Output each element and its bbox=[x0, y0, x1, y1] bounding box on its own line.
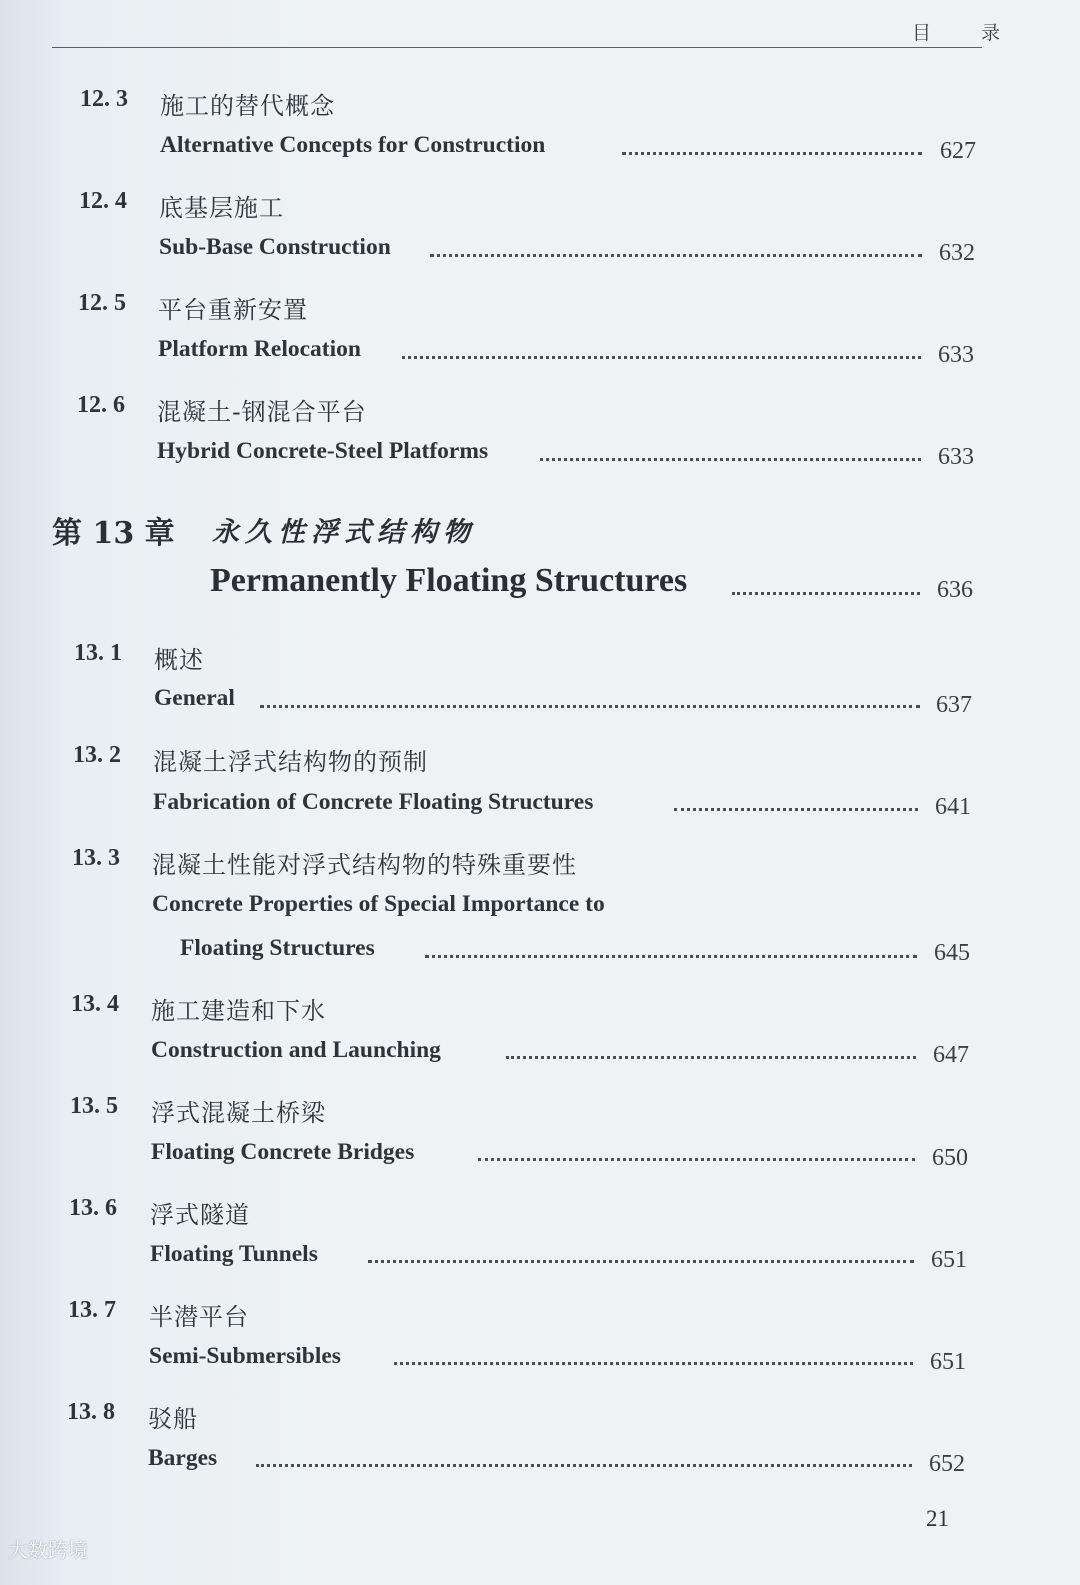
dot-leader bbox=[540, 458, 921, 461]
page-ref: 637 bbox=[936, 692, 972, 718]
section-number: 13. 4 bbox=[71, 991, 119, 1017]
section-number: 13. 2 bbox=[73, 742, 121, 768]
dot-leader bbox=[478, 1158, 915, 1161]
section-title-en: Fabrication of Concrete Floating Structures bbox=[153, 789, 594, 815]
header-title: 目 录 bbox=[912, 22, 1023, 44]
dot-leader bbox=[256, 1464, 912, 1467]
page-number: 21 bbox=[926, 1506, 949, 1531]
section-title-zh: 底基层施工 bbox=[159, 194, 284, 222]
chapter-title-zh: 永久性浮式结构物 bbox=[212, 517, 476, 548]
dot-leader bbox=[506, 1056, 916, 1059]
section-title-zh: 施工建造和下水 bbox=[151, 997, 326, 1025]
dot-leader bbox=[260, 705, 920, 708]
section-title-en: Semi-Submersibles bbox=[149, 1343, 341, 1369]
section-title-zh: 施工的替代概念 bbox=[160, 92, 335, 120]
page-ref: 652 bbox=[929, 1451, 965, 1477]
section-title-zh: 半潜平台 bbox=[149, 1303, 249, 1331]
page-ref: 647 bbox=[933, 1042, 969, 1068]
section-title-en: Floating Concrete Bridges bbox=[151, 1139, 415, 1165]
dot-leader bbox=[622, 152, 922, 155]
page-ref: 633 bbox=[938, 342, 974, 368]
section-title-en: Platform Relocation bbox=[158, 336, 361, 362]
section-title-en-continued: Floating Structures bbox=[180, 935, 375, 961]
section-number: 12. 5 bbox=[78, 290, 126, 316]
section-number: 13. 6 bbox=[69, 1195, 117, 1221]
section-title-en: Hybrid Concrete-Steel Platforms bbox=[157, 438, 489, 464]
section-title-zh: 混凝土-钢混合平台 bbox=[157, 398, 367, 426]
dot-leader bbox=[674, 808, 918, 811]
section-title-en: Concrete Properties of Special Importance to bbox=[152, 891, 605, 917]
section-title-zh: 浮式混凝土桥梁 bbox=[151, 1099, 326, 1127]
page-ref: 651 bbox=[930, 1349, 966, 1375]
section-number: 13. 3 bbox=[72, 845, 120, 871]
section-title-en: Construction and Launching bbox=[151, 1037, 441, 1063]
section-title-en: General bbox=[154, 685, 235, 711]
page-ref: 632 bbox=[939, 240, 975, 266]
header-rule bbox=[52, 47, 982, 48]
dot-leader bbox=[368, 1260, 914, 1263]
section-number: 13. 1 bbox=[74, 640, 122, 666]
chapter-title-en: Permanently Floating Structures bbox=[210, 562, 688, 599]
section-number: 13. 5 bbox=[70, 1093, 118, 1119]
dot-leader bbox=[732, 592, 920, 595]
page-ref: 650 bbox=[932, 1145, 968, 1171]
page-ref: 636 bbox=[937, 577, 973, 603]
section-title-zh: 浮式隧道 bbox=[150, 1201, 250, 1229]
section-title-zh: 平台重新安置 bbox=[158, 296, 308, 324]
watermark-logo: 大数跨境 bbox=[8, 1538, 88, 1562]
section-title-zh: 驳船 bbox=[148, 1405, 198, 1433]
dot-leader bbox=[394, 1362, 913, 1365]
dot-leader bbox=[402, 356, 921, 359]
section-title-en: Barges bbox=[148, 1445, 218, 1471]
page-ref: 627 bbox=[940, 138, 976, 164]
page-ref: 633 bbox=[938, 444, 974, 470]
section-title-en: Sub-Base Construction bbox=[159, 234, 391, 260]
page-ref: 641 bbox=[935, 794, 971, 820]
dot-leader bbox=[430, 254, 922, 257]
section-number: 12. 3 bbox=[80, 86, 128, 112]
section-number: 12. 6 bbox=[77, 392, 125, 418]
section-title-zh: 混凝土浮式结构物的预制 bbox=[153, 748, 428, 776]
section-title-zh: 混凝土性能对浮式结构物的特殊重要性 bbox=[152, 851, 577, 879]
section-number: 13. 7 bbox=[68, 1297, 116, 1323]
page-ref: 645 bbox=[934, 940, 970, 966]
section-number: 13. 8 bbox=[67, 1399, 115, 1425]
section-number: 12. 4 bbox=[79, 188, 127, 214]
section-title-zh: 概述 bbox=[154, 646, 204, 674]
page-ref: 651 bbox=[931, 1247, 967, 1273]
section-title-en: Alternative Concepts for Construction bbox=[160, 132, 546, 158]
chapter-label: 第 13 章 bbox=[52, 516, 175, 551]
dot-leader bbox=[425, 955, 917, 958]
section-title-en: Floating Tunnels bbox=[150, 1241, 318, 1267]
